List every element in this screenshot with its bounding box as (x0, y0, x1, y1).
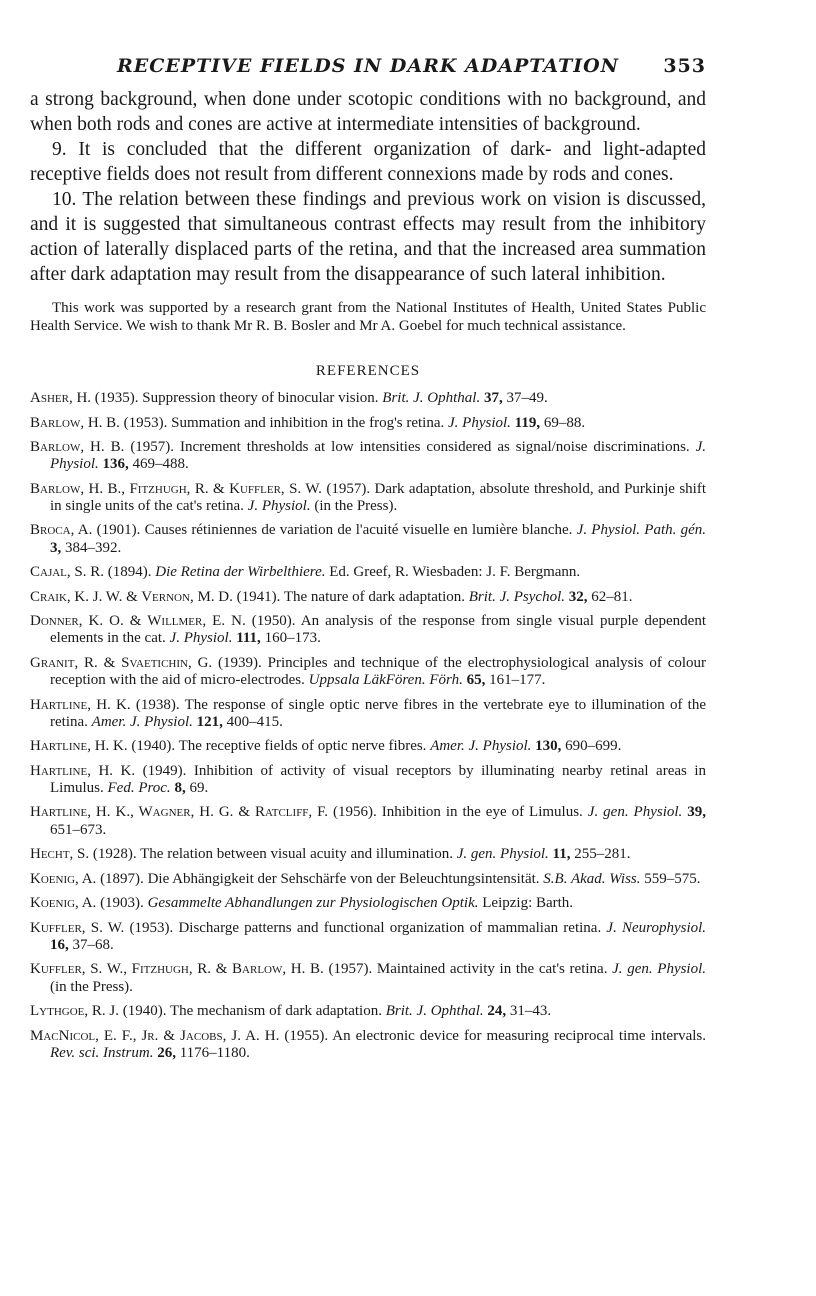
ref-authors: Kuffler, S. W., Fitzhugh, R. & Barlow, H. B. (30, 961, 324, 978)
ref-pages: Leipzig: Barth. (482, 895, 574, 912)
ref-year: (1957). (130, 439, 175, 455)
reference-entry (30, 804, 706, 838)
reference-entry (30, 415, 706, 432)
ref-pages: Ed. Greef, R. Wiesbaden: J. F. Bergmann. (329, 564, 581, 581)
ref-journal: J. Physiol. (247, 497, 311, 514)
ref-authors: Koenig, A. (30, 895, 97, 912)
ref-year: (1897). (100, 870, 144, 887)
ref-title: Die Abhängigkeit der Sehschärfe von der Beleuchtungsintensität. (147, 870, 540, 887)
ref-journal: Amer. J. Physiol. (91, 713, 193, 730)
ref-title: Dark adaptation, absolute threshold, and Purkinje shift in single units of the cat's retina. (50, 480, 707, 514)
body-paragraph-point-9: 9. It is concluded that the different organization of dark- and light-adapted receptive fields does not result from different connexions made by rods and cones. (30, 139, 706, 185)
ref-journal: S.B. Akad. Wiss. (543, 870, 641, 887)
ref-year: (1956). (333, 804, 377, 821)
ref-authors: Craik, K. J. W. & Vernon, M. D. (30, 588, 233, 605)
ref-volume: 8, (174, 779, 186, 796)
ref-volume: 16, (50, 936, 69, 953)
ref-volume: 26, (157, 1044, 176, 1061)
ref-year: (1957). (326, 480, 371, 497)
reference-entry (30, 589, 706, 606)
ref-journal: Die Retina der Wirbelthiere. (155, 564, 326, 581)
ref-pages: 255–281. (574, 846, 631, 863)
ref-pages: 1176–1180. (179, 1044, 250, 1061)
ref-volume: 11, (552, 846, 571, 863)
ref-title: The mechanism of dark adaptation. (169, 1003, 382, 1020)
ref-journal: Brit. J. Ophthal. (382, 390, 481, 406)
ref-journal: J. Physiol. (50, 439, 707, 473)
ref-journal: Fed. Proc. (107, 779, 171, 796)
ref-year: (1941). (236, 588, 281, 605)
ref-authors: Lythgoe, R. J. (30, 1003, 119, 1020)
reference-entry (30, 961, 706, 995)
ref-year: (1949). (142, 762, 187, 779)
ref-title: Principles and technique of the electrophysiological analysis of colour reception with the aid of micro-electrodes. (50, 654, 707, 689)
ref-journal: J. Physiol. Path. gén. (576, 522, 707, 539)
ref-authors: Hartline, H. K. (30, 696, 131, 713)
ref-authors: Barlow, H. B. (30, 439, 125, 455)
ref-pages: 690–699. (565, 738, 622, 755)
ref-authors: Kuffler, S. W. (30, 919, 125, 936)
body-paragraph-continued: a strong background, when done under scotopic conditions with no background, and when both rods and cones are active at intermediate intensities of background. (30, 89, 706, 135)
ref-volume: 39, (687, 804, 706, 821)
ref-pages: 69. (189, 779, 209, 796)
ref-year: (1894). (107, 564, 152, 581)
reference-entry (30, 1003, 706, 1020)
ref-title: Inhibition in the eye of Limulus. (381, 804, 583, 821)
ref-journal: Amer. J. Physiol. (430, 738, 532, 755)
ref-volume: 119, (514, 414, 541, 431)
ref-journal: Uppsala LäkFören. Förh. (308, 672, 463, 689)
ref-volume: 136, (102, 456, 129, 473)
ref-authors: Asher, H. (30, 390, 92, 406)
ref-authors: Broca, A. (30, 522, 93, 539)
ref-pages: 384–392. (65, 539, 122, 556)
ref-journal: J. Physiol. (448, 414, 511, 431)
ref-pages: (in the Press). (314, 497, 398, 514)
ref-volume: 3, (50, 539, 62, 556)
reference-entry (30, 920, 706, 954)
ref-authors: Koenig, A. (30, 870, 97, 887)
reference-entry (30, 613, 706, 647)
ref-pages: 651–673. (50, 821, 107, 838)
ref-volume: 24, (487, 1003, 507, 1020)
ref-journal: Brit. J. Psychol. (468, 588, 565, 605)
ref-pages: 469–488. (132, 456, 189, 473)
ref-pages: 160–173. (264, 630, 321, 647)
reference-entry (30, 439, 706, 473)
ref-year: (1953). (129, 919, 174, 936)
ref-year: (1901). (96, 522, 141, 539)
ref-journal: J. Physiol. (169, 630, 233, 647)
ref-authors: MacNicol, E. F., Jr. & Jacobs, J. A. H. (30, 1027, 280, 1044)
ref-pages: 161–177. (489, 672, 546, 689)
reference-list (30, 390, 706, 1062)
reference-entry (30, 564, 706, 581)
ref-journal: Rev. sci. Instrum. (50, 1044, 154, 1061)
ref-authors: Granit, R. & Svaetichin, G. (30, 654, 213, 671)
ref-title: An analysis of the response from single visual purple dependent elements in the cat. (50, 613, 707, 647)
ref-pages: 62–81. (591, 588, 633, 605)
ref-journal: J. Neurophysiol. (606, 919, 707, 936)
ref-pages: 37–68. (72, 936, 114, 953)
acknowledgement: This work was supported by a research grant from the National Institutes of Health, United States Public Health Service. We wish to thank Mr R. B. Bosler and Mr A. Goebel for much technical assistance. (30, 300, 706, 334)
ref-pages: 559–575. (644, 870, 701, 887)
ref-year: (1939). (218, 654, 262, 671)
ref-year: (1955). (284, 1027, 329, 1044)
ref-volume: 32, (568, 588, 588, 605)
ref-journal: J. gen. Physiol. (612, 961, 707, 978)
ref-volume: 111, (236, 630, 261, 647)
running-header (30, 55, 706, 87)
body-paragraph-point-10: 10. The relation between these findings and previous work on vision is discussed, and it is suggested that simultaneous contrast effects may result from the inhibitory action of laterally displaced parts of the retina, and that the increased area summation after dark adaptation may result from the disappearance of such lateral inhibition. (30, 189, 706, 285)
ref-authors: Donner, K. O. & Willmer, E. N. (30, 613, 246, 630)
reference-entry (30, 697, 706, 731)
ref-title: An electronic device for measuring reciprocal time intervals. (332, 1027, 706, 1044)
page (30, 55, 706, 1069)
ref-pages: (in the Press). (50, 978, 133, 995)
ref-journal: Gesammelte Abhandlungen zur Physiologischen Optik. (147, 895, 479, 912)
reference-entry (30, 846, 706, 863)
reference-entry (30, 481, 706, 515)
ref-year: (1950). (251, 613, 296, 630)
reference-entry (30, 738, 706, 755)
ref-title: The response of single optic nerve fibres in the vertebrate eye to illumination of the retina. (50, 696, 707, 730)
reference-entry (30, 895, 706, 912)
ref-journal: J. gen. Physiol. (587, 804, 683, 821)
ref-title: Causes rétiniennes de variation de l'acuité visuelle en lumière blanche. (144, 522, 573, 539)
ref-volume: 130, (535, 738, 562, 755)
reference-entry (30, 522, 706, 556)
ref-year: (1935). (94, 390, 139, 406)
ref-authors: Cajal, S. R. (30, 564, 104, 581)
reference-entry (30, 655, 706, 689)
ref-year: (1957). (328, 961, 373, 978)
ref-year: (1903). (100, 895, 144, 912)
ref-title: The nature of dark adaptation. (283, 588, 466, 605)
ref-pages: 31–43. (509, 1003, 552, 1020)
ref-journal: J. gen. Physiol. (456, 846, 549, 863)
ref-year: (1940). (122, 1003, 167, 1020)
ref-year: (1940). (131, 738, 176, 755)
ref-authors: Barlow, H. B. (30, 414, 120, 431)
ref-volume: 37, (483, 390, 503, 406)
ref-authors: Hartline, H. K. (30, 762, 136, 779)
ref-pages: 69–88. (543, 414, 586, 431)
reference-entry (30, 871, 706, 888)
ref-title: Summation and inhibition in the frog's retina. (171, 414, 445, 431)
ref-pages: 37–49. (506, 390, 548, 406)
page-number: 353 (663, 55, 706, 77)
ref-year: (1928). (92, 846, 137, 863)
running-title: RECEPTIVE FIELDS IN DARK ADAPTATION (116, 55, 620, 77)
ref-title: Suppression theory of binocular vision. (142, 390, 379, 406)
ref-title: Discharge patterns and functional organization of mammalian retina. (178, 919, 602, 936)
ref-title: Increment thresholds at low intensities considered as signal/noise discriminations. (180, 439, 690, 455)
reference-entry (30, 1028, 706, 1062)
ref-pages: 400–415. (226, 713, 283, 730)
ref-authors: Hartline, H. K., Wagner, H. G. & Ratcliff, F. (30, 804, 329, 821)
ref-authors: Hartline, H. K. (30, 738, 128, 755)
references-heading: REFERENCES (315, 363, 421, 379)
ref-journal: Brit. J. Ophthal. (385, 1003, 484, 1020)
ref-title: The receptive fields of optic nerve fibres. (178, 738, 427, 755)
reference-entry (30, 763, 706, 797)
ref-title: Maintained activity in the cat's retina. (376, 961, 608, 978)
ref-title: The relation between visual acuity and illumination. (140, 846, 453, 863)
ref-year: (1938). (135, 696, 180, 713)
ref-authors: Barlow, H. B., Fitzhugh, R. & Kuffler, S. W. (30, 480, 322, 497)
ref-authors: Hecht, S. (30, 846, 90, 863)
ref-volume: 121, (196, 713, 223, 730)
ref-year: (1953). (123, 414, 168, 431)
reference-entry (30, 390, 706, 407)
ref-title: Inhibition of activity of visual receptors by illuminating nearby retinal areas in Limulus. (50, 762, 706, 796)
ref-volume: 65, (466, 672, 486, 689)
